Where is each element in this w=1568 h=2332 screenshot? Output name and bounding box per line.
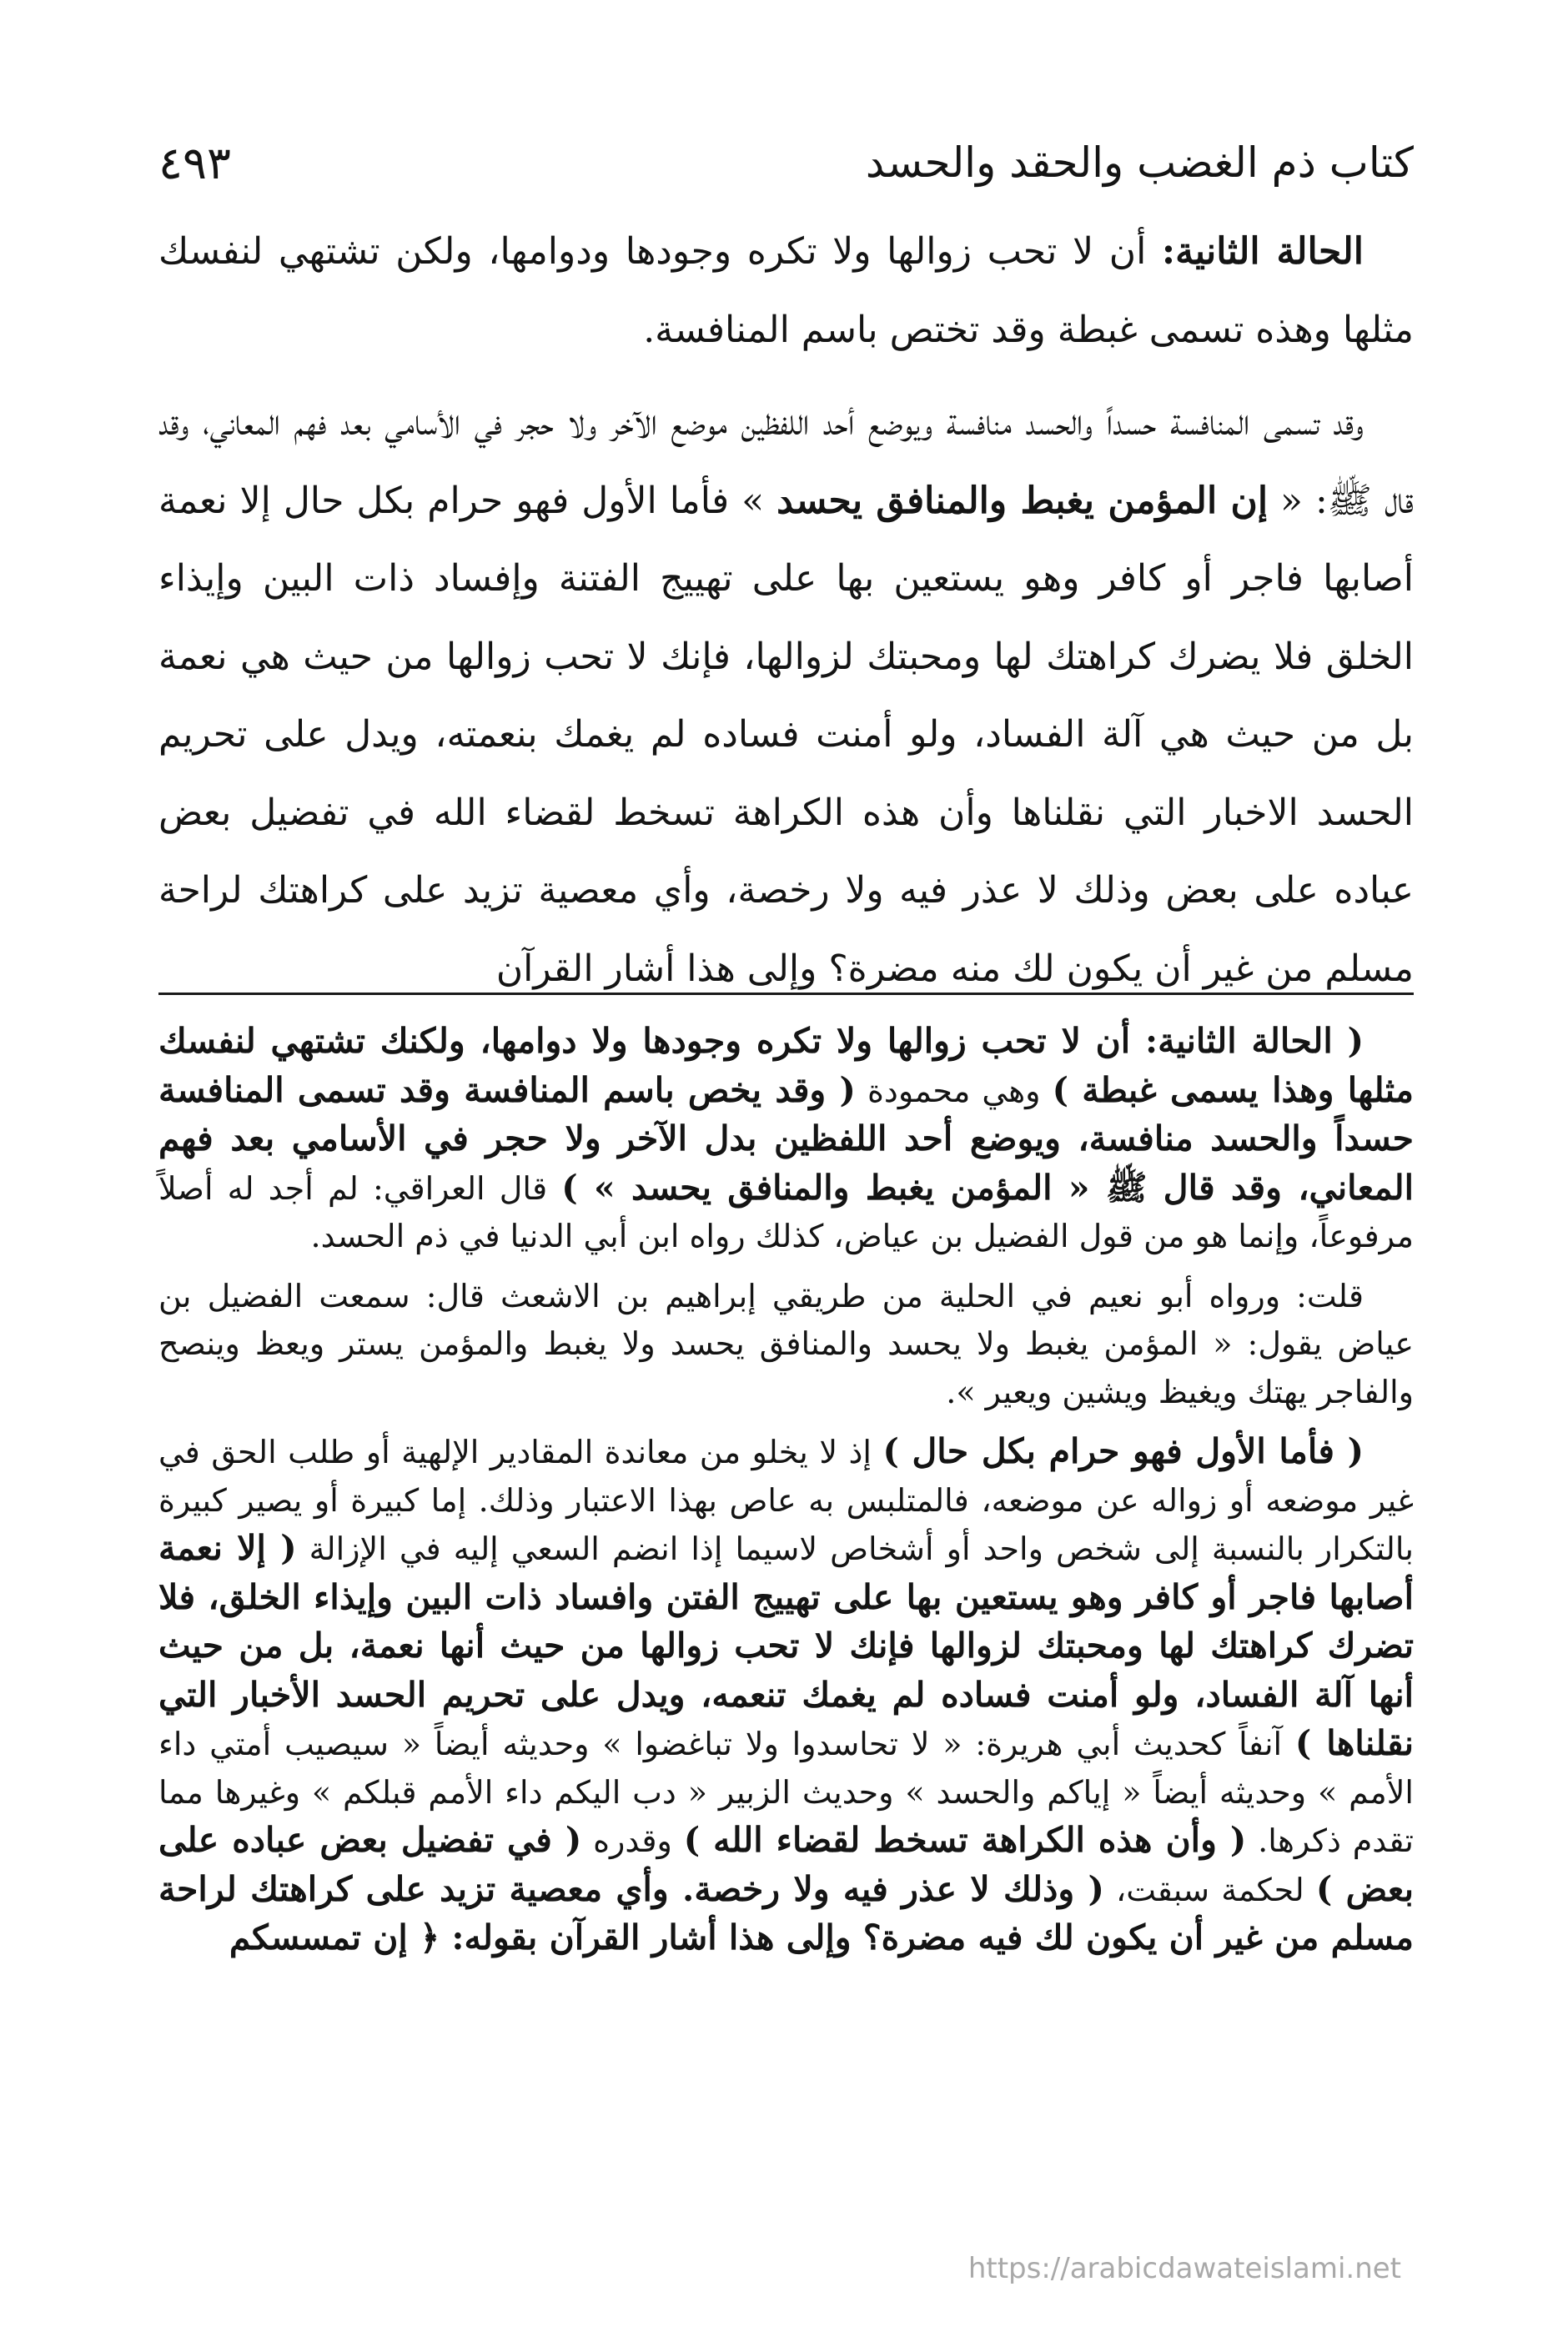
quoted-matn: ( وقد يخص باسم المنافسة وقد تسمى المنافسة حسداً والحسد منافسة، ويوضع أحد اللفظين بدل الآخر ولا حجر في الأسامي بعد فهم المعاني، وقد قال ﷺ « المؤمن يغبط والمنافق يحسد » ) (158, 1069, 1414, 1208)
quoted-matn: ( الحالة الثانية: أن لا تحب زوالها ولا تكره وجودها ولا دوامها، ولكنك تشتهي لنفسك مثلها وهذا يسمى غبطة ) (158, 1021, 1414, 1110)
commentary-text: وقدره (581, 1822, 684, 1859)
commentary-paragraph-2 (158, 1273, 1414, 1417)
quoted-matn: ( إلا نعمة أصابها فاجر أو كافر وهو يستعين بها على تهييج الفتن وافساد ذات البين وإيذاء الخلق، فلا تضرك كراهتك لها ومحبتك لزوالها فإنك لا تحب زوالها من حيث أنها نعمة، بل من حيث أنها آلة الفساد، ولو أمنت فساده لم يغمك تنعمه، ويدل على تحريم الحسد الأخبار التي نقلناها ) (158, 1528, 1414, 1763)
quoted-matn: ( في تفضيل بعض عباده على بعض ) (158, 1820, 1415, 1909)
main-paragraph-1 (158, 213, 1414, 369)
commentary-paragraph-3 (158, 1428, 1414, 1963)
quoted-matn: ( وأن هذه الكراهة تسخط لقضاء الله ) (683, 1820, 1247, 1860)
commentary-text: وهي محمودة (855, 1072, 1053, 1109)
main-text (158, 213, 1414, 1008)
page-number: ٤٩٣ (158, 136, 232, 189)
paragraph-text: » فأما الأول فهو حرام بكل حال إلا نعمة أصابها فاجر أو كافر وهو يستعين بها على تهييج الفتنة وإفساد ذات البين وإيذاء الخلق فلا يضرك كراهتك لها ومحبتك لزوالها، فإنك لا تحب زوالها من حيث هي نعمة بل من حيث هي آلة الفساد، ولو أمنت فساده لم يغمك بنعمته، ويدل على تحريم الحسد الاخبار التي نقلناها وأن هذه الكراهة تسخط لقضاء الله في تفضيل بعض عباده على بعض وذلك لا عذر فيه ولا رخصة، وأي معصية تزيد على كراهتك لراحة مسلم من غير أن يكون لك منه مضرة؟ وإلى هذا أشار القرآن (158, 479, 1414, 990)
quoted-matn: ( فأما الأول فهو حرام بكل حال ) (882, 1431, 1364, 1471)
commentary-text: قلت: ورواه أبو نعيم في الحلية من طريقي إبراهيم بن الاشعث قال: سمعت الفضيل بن عياض يقول: « المؤمن يغبط ولا يحسد والمنافق يحسد ولا يغبط والمؤمن يستر ويعظ وينصح والفاجر يهتك ويغيظ ويشين ويعير ». (158, 1277, 1414, 1410)
paragraph-text: أن لا تحب زوالها ولا تكره وجودها ودوامها، ولكن تشتهي لنفسك مثلها وهذه تسمى غبطة وقد تختص باسم المنافسة. (158, 230, 1414, 351)
commentary-text: إذ لا يخلو من معاندة المقادير الإلهية أو طلب الحق في غير موضعه أو زواله عن موضعه، فالمتلبس به عاص بهذا الاعتبار وذلك. إما كبيرة أو يصير كبيرة بالتكرار بالنسبة إلى شخص واحد أو أشخاص لاسيما إذا انضم السعي إليه في الإزالة (158, 1434, 1414, 1567)
main-paragraph-2 (158, 384, 1414, 1008)
commentary-section (158, 1018, 1414, 1963)
running-title: كتاب ذم الغضب والحقد والحسد (865, 138, 1414, 187)
quoted-matn: ( وذلك لا عذر فيه ولا رخصة. وأي معصية تزيد على كراهتك لراحة مسلم من غير أن يكون لك فيه مضرة؟ وإلى هذا أشار القرآن بقوله: ﴿ إن تمسسكم (158, 1868, 1414, 1958)
commentary-text: لحكمة سبقت، (1103, 1871, 1316, 1908)
page-header (158, 125, 1414, 200)
section-heading: الحالة الثانية: (1161, 230, 1364, 273)
hadith-quote: إن المؤمن يغبط والمنافق يحسد (776, 479, 1269, 522)
paragraph-text: وقد تسمى المنافسة حسداً والحسد منافسة ويوضع أحد اللفظين موضع الآخر ولا حجر في الأسامي بعد فهم المعاني، وقد قال ﷺ: « (158, 401, 1414, 522)
commentary-paragraph-1 (158, 1018, 1414, 1261)
watermark-url: https://arabicdawateislami.net (967, 2252, 1401, 2285)
commentary-text: قال العراقي: لم أجد له أصلاً مرفوعاً، وإنما هو من قول الفضيل بن عياض، كذلك رواه ابن أبي الدنيا في ذم الحسد. (158, 1169, 1414, 1254)
footnote-divider (158, 993, 1414, 995)
commentary-text: آنفاً كحديث أبي هريرة: « لا تحاسدوا ولا تباغضوا » وحديثه أيضاً « سيصيب أمتي داء الأمم » وحديثه أيضاً « إياكم والحسد » وحديث الزبير « دب اليكم داء الأمم قبلكم » وغيرها مما تقدم ذكرها. (158, 1726, 1414, 1859)
